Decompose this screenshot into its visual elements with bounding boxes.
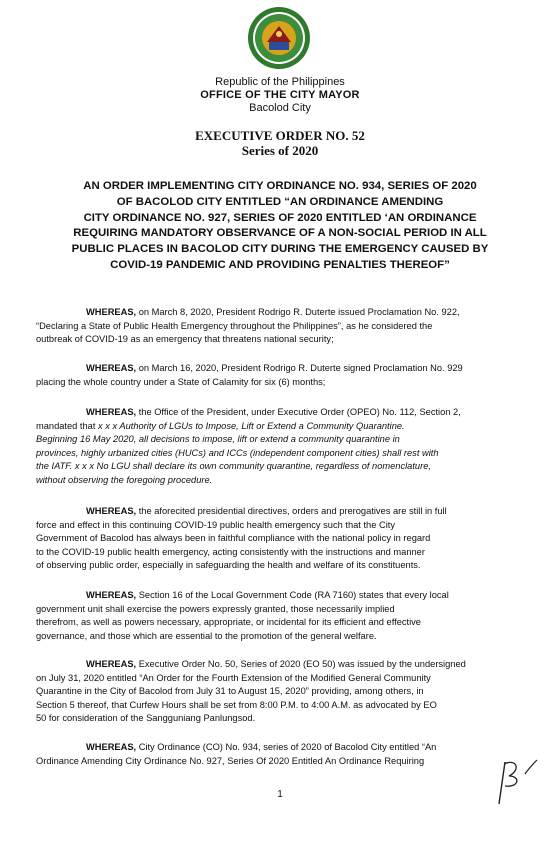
whereas-paragraph-1 [36,306,526,347]
executive-order-number: EXECUTIVE ORDER NO. 52 [195,128,365,143]
title-line: CITY ORDINANCE NO. 927, SERIES OF 2020 ENTITLED ‘AN ORDINANCE [83,211,477,224]
title-line: OF BACOLOD CITY ENTITLED “AN ORDINANCE AMENDING [116,195,444,208]
paragraph-text: Executive Order No. 50, Series of 2020 (EO 50) was issued by the undersigned [136,659,466,669]
paragraph-text: Ordinance Amending City Ordinance No. 927, Series Of 2020 Entitled An Ordinance Requiring [36,755,425,766]
title-line: PUBLIC PLACES IN BACOLOD CITY DURING THE EMERGENCY CAUSED BY [71,243,489,256]
paragraph-text: on July 31, 2020 entitled “An Order for the Fourth Extension of the Modified General Community [36,672,431,683]
paragraph-text: City Ordinance (CO) No. 934, series of 2020 of Bacolod City entitled “An [136,742,437,752]
whereas-paragraph-3 [36,406,526,488]
quoted-text: without observing the foregoing procedure. [36,474,213,485]
executive-order-series: Series of 2020 [241,143,319,158]
paragraph-text: mandated that [36,420,99,431]
paragraph-text: “Declaring a State of Public Health Emergency throughout the Philippines”, as he considered the [36,320,433,331]
paragraph-text: of observing public order, especially in safeguarding the health and welfare of its constituents. [36,560,421,571]
whereas-paragraph-4 [36,505,526,573]
title-line: REQUIRING MANDATORY OBSERVANCE OF A NON-SOCIAL PERIOD IN ALL [73,227,487,240]
whereas-lead: WHEREAS, [86,659,137,669]
whereas-paragraph-6 [36,658,526,726]
paragraph-text: 50 for consideration of the Sangguniang Panlungsod. [36,713,256,724]
paragraph-text: Quarantine in the City of Bacolod from July 31 to August 15, 2020” providing, among others, in [36,686,424,697]
quoted-text: Beginning 16 May 2020, all decisions to impose, lift or extend a community quarantine in [36,434,400,445]
quoted-text: the IATF. x x x No LGU shall declare its own community quarantine, regardless of nomenclature, [36,461,431,472]
whereas-lead: WHEREAS, [86,407,137,417]
paragraph-text: the aforecited presidential directives, orders and prerogatives are still in full [136,506,447,516]
paragraph-text: the Office of the President, under Executive Order (OPEO) No. 112, Section 2, [136,407,461,417]
paragraph-text: on March 16, 2020, President Rodrigo R. Duterte signed Proclamation No. 929 [136,363,463,373]
paragraph-text: on March 8, 2020, President Rodrigo R. Duterte issued Proclamation No. 922, [136,307,460,317]
whereas-paragraph-7 [36,741,526,768]
paragraph-text: Section 16 of the Local Government Code (RA 7160) states that every local [136,590,449,600]
whereas-lead: WHEREAS, [86,307,137,317]
whereas-lead: WHEREAS, [86,363,137,373]
paragraph-text: Government of Bacolod has always been in faithful compliance with the national policy in regard [36,533,431,544]
title-line: AN ORDER IMPLEMENTING CITY ORDINANCE NO. 934, SERIES OF 2020 [83,180,477,192]
header-city: Bacolod City [249,102,311,114]
title-line: COVID-19 PANDEMIC AND PROVIDING PENALTIES THEREOF” [110,258,450,271]
whereas-lead: WHEREAS, [86,742,137,752]
page-number: 1 [277,789,283,800]
paragraph-text: therefrom, as well as powers necessary, appropriate, or incidental for its efficient and effective [36,617,421,628]
whereas-paragraph-2 [36,362,526,389]
paragraph-text: government unit shall exercise the powers expressly granted, those necessarily implied [36,603,395,614]
whereas-lead: WHEREAS, [86,506,137,516]
handwritten-initial-icon [495,752,541,810]
ordinance-title [60,179,500,274]
paragraph-text: Section 5 thereof, that Curfew Hours shall be set from 8:00 P.M. to 4:00 A.M. as advocated by EO [36,699,437,710]
paragraph-text: outbreak of COVID-19 as an emergency that threatens national security; [36,334,334,345]
paragraph-text: force and effect in this continuing COVID-19 public health emergency such that the City [36,519,395,530]
quoted-text: x x x Authority of LGUs to Impose, Lift or Extend a Community Quarantine. [98,420,405,431]
header-republic: Republic of the Philippines [215,76,345,88]
paragraph-text: to the COVID-19 public health emergency, acting consistently with the instructions and manner [36,546,425,557]
paragraph-text: placing the whole country under a State of Calamity for six (6) months; [36,376,326,387]
whereas-lead: WHEREAS, [86,590,137,600]
city-seal-icon [247,6,311,70]
paragraph-text: governance, and those which are essential to the promotion of the general welfare. [36,630,377,641]
whereas-paragraph-5 [36,589,526,643]
header-office: OFFICE OF THE CITY MAYOR [200,89,360,101]
quoted-text: provinces, highly urbanized cities (HUCs) and ICCs (independent component cities) shall rest with [36,447,439,458]
